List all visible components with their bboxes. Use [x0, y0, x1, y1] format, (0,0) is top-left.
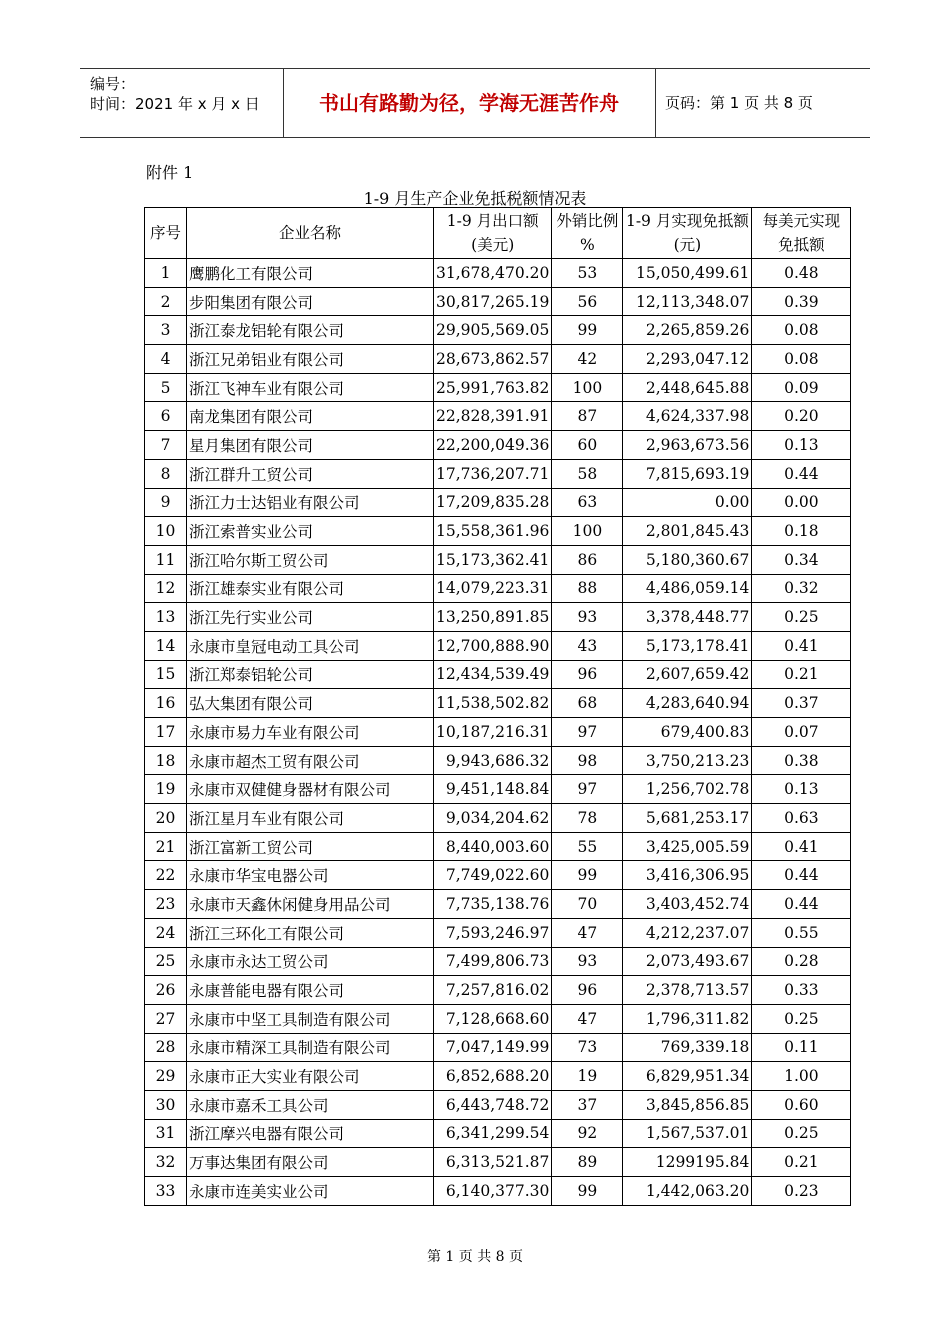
table-row [145, 890, 851, 919]
page-footer: 第 1 页 共 8 页 [426, 1249, 524, 1265]
cell-company-name: 浙江富新工贸公司 [187, 832, 434, 861]
cell-per-dollar: 1.00 [752, 1062, 851, 1091]
col-header-name: 企业名称 [187, 208, 434, 259]
table-row [145, 861, 851, 890]
cell-export-amount: 14,079,223.31 [434, 574, 552, 603]
cell-export-ratio: 100 [552, 517, 623, 546]
cell-company-name: 永康市嘉禾工具公司 [187, 1090, 434, 1119]
table-row [145, 603, 851, 632]
table-row [145, 660, 851, 689]
cell-company-name: 永康市永达工贸公司 [187, 947, 434, 976]
table-row [145, 316, 851, 345]
cell-export-amount: 22,200,049.36 [434, 431, 552, 460]
cell-export-amount: 10,187,216.31 [434, 718, 552, 747]
cell-export-amount: 11,538,502.82 [434, 689, 552, 718]
cell-export-ratio: 97 [552, 718, 623, 747]
cell-export-amount: 7,257,816.02 [434, 976, 552, 1005]
cell-exemption-amount: 2,607,659.42 [623, 660, 752, 689]
cell-company-name: 步阳集团有限公司 [187, 287, 434, 316]
cell-company-name: 弘大集团有限公司 [187, 689, 434, 718]
table-row [145, 746, 851, 775]
cell-export-ratio: 63 [552, 488, 623, 517]
cell-no: 24 [145, 918, 187, 947]
cell-per-dollar: 0.13 [752, 431, 851, 460]
cell-exemption-amount: 3,845,856.85 [623, 1090, 752, 1119]
cell-no: 1 [145, 259, 187, 288]
cell-exemption-amount: 0.00 [623, 488, 752, 517]
col-header-per-line1: 每美元实现 [762, 212, 841, 230]
cell-export-amount: 7,593,246.97 [434, 918, 552, 947]
cell-company-name: 浙江力士达铝业有限公司 [187, 488, 434, 517]
cell-exemption-amount: 1299195.84 [623, 1148, 752, 1177]
cell-export-ratio: 99 [552, 1177, 623, 1206]
cell-company-name: 浙江星月车业有限公司 [187, 804, 434, 833]
cell-company-name: 浙江索普实业公司 [187, 517, 434, 546]
table-row [145, 373, 851, 402]
cell-per-dollar: 0.38 [752, 746, 851, 775]
cell-exemption-amount: 3,750,213.23 [623, 746, 752, 775]
col-header-ratio-line2: % [580, 236, 595, 254]
cell-per-dollar: 0.08 [752, 345, 851, 374]
cell-no: 28 [145, 1033, 187, 1062]
header-page-info: 页码：第 1 页 共 8 页 [665, 94, 813, 112]
cell-per-dollar: 0.11 [752, 1033, 851, 1062]
cell-per-dollar: 0.18 [752, 517, 851, 546]
cell-company-name: 浙江飞神车业有限公司 [187, 373, 434, 402]
cell-exemption-amount: 3,416,306.95 [623, 861, 752, 890]
table-row [145, 431, 851, 460]
cell-export-ratio: 68 [552, 689, 623, 718]
cell-per-dollar: 0.60 [752, 1090, 851, 1119]
cell-export-amount: 28,673,862.57 [434, 345, 552, 374]
cell-company-name: 永康市正大实业有限公司 [187, 1062, 434, 1091]
cell-export-ratio: 55 [552, 832, 623, 861]
table-row [145, 259, 851, 288]
cell-per-dollar: 0.09 [752, 373, 851, 402]
cell-per-dollar: 0.00 [752, 488, 851, 517]
cell-no: 6 [145, 402, 187, 431]
cell-per-dollar: 0.41 [752, 631, 851, 660]
col-header-export-line1: 1-9 月出口额 [446, 212, 539, 230]
cell-exemption-amount: 2,801,845.43 [623, 517, 752, 546]
cell-export-amount: 15,173,362.41 [434, 545, 552, 574]
table-row [145, 689, 851, 718]
col-header-amount [623, 208, 752, 259]
cell-export-ratio: 60 [552, 431, 623, 460]
cell-export-ratio: 92 [552, 1119, 623, 1148]
cell-exemption-amount: 1,256,702.78 [623, 775, 752, 804]
cell-no: 27 [145, 1004, 187, 1033]
cell-export-amount: 9,943,686.32 [434, 746, 552, 775]
cell-exemption-amount: 3,425,005.59 [623, 832, 752, 861]
col-header-amount-line1: 1-9 月实现免抵额 [625, 212, 749, 230]
cell-per-dollar: 0.25 [752, 1004, 851, 1033]
cell-export-ratio: 19 [552, 1062, 623, 1091]
cell-no: 12 [145, 574, 187, 603]
cell-export-amount: 6,341,299.54 [434, 1119, 552, 1148]
cell-per-dollar: 0.13 [752, 775, 851, 804]
cell-exemption-amount: 1,442,063.20 [623, 1177, 752, 1206]
cell-per-dollar: 0.25 [752, 603, 851, 632]
cell-no: 15 [145, 660, 187, 689]
table-row [145, 775, 851, 804]
cell-no: 8 [145, 459, 187, 488]
cell-export-ratio: 89 [552, 1148, 623, 1177]
cell-company-name: 永康市双健健身器材有限公司 [187, 775, 434, 804]
cell-exemption-amount: 12,113,348.07 [623, 287, 752, 316]
cell-no: 17 [145, 718, 187, 747]
cell-exemption-amount: 769,339.18 [623, 1033, 752, 1062]
cell-no: 31 [145, 1119, 187, 1148]
cell-export-amount: 15,558,361.96 [434, 517, 552, 546]
cell-no: 30 [145, 1090, 187, 1119]
cell-company-name: 永康市超杰工贸有限公司 [187, 746, 434, 775]
cell-export-amount: 7,047,149.99 [434, 1033, 552, 1062]
cell-no: 7 [145, 431, 187, 460]
cell-export-ratio: 97 [552, 775, 623, 804]
cell-company-name: 永康市精深工具制造有限公司 [187, 1033, 434, 1062]
cell-exemption-amount: 15,050,499.61 [623, 259, 752, 288]
cell-exemption-amount: 5,173,178.41 [623, 631, 752, 660]
cell-no: 11 [145, 545, 187, 574]
cell-exemption-amount: 2,448,645.88 [623, 373, 752, 402]
cell-export-ratio: 87 [552, 402, 623, 431]
cell-per-dollar: 0.33 [752, 976, 851, 1005]
cell-per-dollar: 0.55 [752, 918, 851, 947]
cell-export-amount: 6,852,688.20 [434, 1062, 552, 1091]
table-row [145, 1177, 851, 1206]
cell-company-name: 永康市易力车业有限公司 [187, 718, 434, 747]
cell-company-name: 永康市华宝电器公司 [187, 861, 434, 890]
col-header-amount-line2: (元) [673, 236, 702, 254]
cell-export-amount: 12,700,888.90 [434, 631, 552, 660]
cell-export-ratio: 93 [552, 603, 623, 632]
cell-per-dollar: 0.48 [752, 259, 851, 288]
table-row [145, 402, 851, 431]
cell-export-ratio: 37 [552, 1090, 623, 1119]
table-row [145, 459, 851, 488]
table-row [145, 918, 851, 947]
attachment-label: 附件 1 [146, 163, 194, 182]
cell-company-name: 万事达集团有限公司 [187, 1148, 434, 1177]
cell-export-amount: 17,209,835.28 [434, 488, 552, 517]
cell-export-ratio: 58 [552, 459, 623, 488]
cell-per-dollar: 0.23 [752, 1177, 851, 1206]
cell-no: 20 [145, 804, 187, 833]
cell-export-amount: 6,443,748.72 [434, 1090, 552, 1119]
cell-exemption-amount: 2,378,713.57 [623, 976, 752, 1005]
cell-no: 19 [145, 775, 187, 804]
table-row [145, 832, 851, 861]
cell-company-name: 星月集团有限公司 [187, 431, 434, 460]
cell-company-name: 永康市连美实业公司 [187, 1177, 434, 1206]
cell-company-name: 浙江群升工贸公司 [187, 459, 434, 488]
cell-export-ratio: 56 [552, 287, 623, 316]
cell-company-name: 浙江泰龙铝轮有限公司 [187, 316, 434, 345]
cell-export-amount: 22,828,391.91 [434, 402, 552, 431]
cell-export-amount: 6,313,521.87 [434, 1148, 552, 1177]
cell-exemption-amount: 2,073,493.67 [623, 947, 752, 976]
col-header-export [434, 208, 552, 259]
cell-per-dollar: 0.28 [752, 947, 851, 976]
col-header-ratio-line1: 外销比例 [556, 212, 619, 230]
cell-per-dollar: 0.32 [752, 574, 851, 603]
cell-no: 4 [145, 345, 187, 374]
cell-per-dollar: 0.34 [752, 545, 851, 574]
col-header-per-line2: 免抵额 [778, 236, 825, 254]
cell-company-name: 浙江雄泰实业有限公司 [187, 574, 434, 603]
table-row [145, 1033, 851, 1062]
col-header-export-line2: (美元) [471, 236, 515, 254]
col-header-per-dollar [752, 208, 851, 259]
cell-no: 26 [145, 976, 187, 1005]
cell-no: 16 [145, 689, 187, 718]
cell-per-dollar: 0.37 [752, 689, 851, 718]
cell-per-dollar: 0.39 [752, 287, 851, 316]
table-row [145, 545, 851, 574]
col-header-no: 序号 [145, 208, 187, 259]
tax-table [144, 207, 851, 1206]
cell-export-amount: 12,434,539.49 [434, 660, 552, 689]
table-row [145, 1004, 851, 1033]
cell-export-amount: 29,905,569.05 [434, 316, 552, 345]
cell-per-dollar: 0.08 [752, 316, 851, 345]
cell-exemption-amount: 1,567,537.01 [623, 1119, 752, 1148]
cell-export-ratio: 88 [552, 574, 623, 603]
cell-export-ratio: 86 [552, 545, 623, 574]
cell-company-name: 浙江郑泰铝轮公司 [187, 660, 434, 689]
cell-exemption-amount: 679,400.83 [623, 718, 752, 747]
cell-exemption-amount: 4,283,640.94 [623, 689, 752, 718]
cell-per-dollar: 0.07 [752, 718, 851, 747]
table-row [145, 718, 851, 747]
cell-company-name: 浙江三环化工有限公司 [187, 918, 434, 947]
cell-export-amount: 7,749,022.60 [434, 861, 552, 890]
cell-export-ratio: 47 [552, 918, 623, 947]
cell-export-amount: 8,440,003.60 [434, 832, 552, 861]
cell-per-dollar: 0.21 [752, 660, 851, 689]
cell-company-name: 南龙集团有限公司 [187, 402, 434, 431]
cell-no: 14 [145, 631, 187, 660]
cell-export-amount: 30,817,265.19 [434, 287, 552, 316]
cell-export-ratio: 53 [552, 259, 623, 288]
cell-exemption-amount: 5,180,360.67 [623, 545, 752, 574]
cell-no: 29 [145, 1062, 187, 1091]
cell-export-ratio: 98 [552, 746, 623, 775]
cell-export-ratio: 42 [552, 345, 623, 374]
cell-export-amount: 9,034,204.62 [434, 804, 552, 833]
cell-company-name: 浙江兄弟铝业有限公司 [187, 345, 434, 374]
table-row [145, 1062, 851, 1091]
cell-export-amount: 7,499,806.73 [434, 947, 552, 976]
cell-company-name: 浙江先行实业公司 [187, 603, 434, 632]
col-header-ratio [552, 208, 623, 259]
cell-exemption-amount: 2,265,859.26 [623, 316, 752, 345]
cell-company-name: 永康市天鑫休闲健身用品公司 [187, 890, 434, 919]
table-row [145, 1090, 851, 1119]
cell-no: 32 [145, 1148, 187, 1177]
cell-per-dollar: 0.21 [752, 1148, 851, 1177]
cell-no: 3 [145, 316, 187, 345]
cell-per-dollar: 0.41 [752, 832, 851, 861]
cell-company-name: 浙江摩兴电器有限公司 [187, 1119, 434, 1148]
cell-export-ratio: 70 [552, 890, 623, 919]
cell-export-amount: 7,735,138.76 [434, 890, 552, 919]
cell-export-ratio: 99 [552, 316, 623, 345]
table-row [145, 947, 851, 976]
cell-company-name: 永康市中坚工具制造有限公司 [187, 1004, 434, 1033]
cell-exemption-amount: 2,293,047.12 [623, 345, 752, 374]
cell-no: 2 [145, 287, 187, 316]
cell-no: 23 [145, 890, 187, 919]
cell-company-name: 永康市皇冠电动工具公司 [187, 631, 434, 660]
cell-per-dollar: 0.44 [752, 459, 851, 488]
cell-export-ratio: 93 [552, 947, 623, 976]
cell-company-name: 浙江哈尔斯工贸公司 [187, 545, 434, 574]
cell-export-amount: 9,451,148.84 [434, 775, 552, 804]
cell-export-amount: 13,250,891.85 [434, 603, 552, 632]
cell-export-amount: 6,140,377.30 [434, 1177, 552, 1206]
cell-export-ratio: 96 [552, 660, 623, 689]
cell-no: 18 [145, 746, 187, 775]
cell-export-amount: 17,736,207.71 [434, 459, 552, 488]
header-number-label: 编号： [90, 75, 136, 93]
cell-export-ratio: 78 [552, 804, 623, 833]
cell-exemption-amount: 3,378,448.77 [623, 603, 752, 632]
cell-no: 13 [145, 603, 187, 632]
cell-per-dollar: 0.25 [752, 1119, 851, 1148]
table-row [145, 488, 851, 517]
cell-no: 25 [145, 947, 187, 976]
cell-export-ratio: 99 [552, 861, 623, 890]
cell-per-dollar: 0.63 [752, 804, 851, 833]
cell-export-ratio: 43 [552, 631, 623, 660]
cell-company-name: 鹰鹏化工有限公司 [187, 259, 434, 288]
cell-export-amount: 25,991,763.82 [434, 373, 552, 402]
cell-no: 21 [145, 832, 187, 861]
cell-export-ratio: 73 [552, 1033, 623, 1062]
table-row [145, 517, 851, 546]
cell-export-amount: 7,128,668.60 [434, 1004, 552, 1033]
header-motto: 书山有路勤为径，学海无涯苦作舟 [283, 69, 656, 137]
cell-exemption-amount: 6,829,951.34 [623, 1062, 752, 1091]
cell-no: 10 [145, 517, 187, 546]
table-row [145, 287, 851, 316]
table-header-row [145, 208, 851, 259]
cell-exemption-amount: 3,403,452.74 [623, 890, 752, 919]
table-row [145, 631, 851, 660]
table-row [145, 574, 851, 603]
cell-export-amount: 31,678,470.20 [434, 259, 552, 288]
cell-per-dollar: 0.44 [752, 890, 851, 919]
cell-exemption-amount: 7,815,693.19 [623, 459, 752, 488]
document-header [80, 68, 870, 138]
cell-no: 33 [145, 1177, 187, 1206]
cell-company-name: 永康普能电器有限公司 [187, 976, 434, 1005]
cell-exemption-amount: 2,963,673.56 [623, 431, 752, 460]
cell-per-dollar: 0.20 [752, 402, 851, 431]
table-row [145, 345, 851, 374]
cell-per-dollar: 0.44 [752, 861, 851, 890]
cell-no: 22 [145, 861, 187, 890]
cell-exemption-amount: 4,624,337.98 [623, 402, 752, 431]
header-meta-cell [80, 69, 284, 137]
cell-exemption-amount: 1,796,311.82 [623, 1004, 752, 1033]
cell-export-ratio: 100 [552, 373, 623, 402]
cell-export-ratio: 47 [552, 1004, 623, 1033]
table-row [145, 1148, 851, 1177]
table-row [145, 1119, 851, 1148]
cell-exemption-amount: 4,486,059.14 [623, 574, 752, 603]
cell-exemption-amount: 5,681,253.17 [623, 804, 752, 833]
cell-export-ratio: 96 [552, 976, 623, 1005]
header-date: 时间：2021 年 x 月 x 日 [90, 95, 260, 113]
cell-exemption-amount: 4,212,237.07 [623, 918, 752, 947]
cell-no: 5 [145, 373, 187, 402]
cell-no: 9 [145, 488, 187, 517]
table-row [145, 804, 851, 833]
table-row [145, 976, 851, 1005]
table-title: 1-9 月生产企业免抵税额情况表 [363, 189, 587, 208]
